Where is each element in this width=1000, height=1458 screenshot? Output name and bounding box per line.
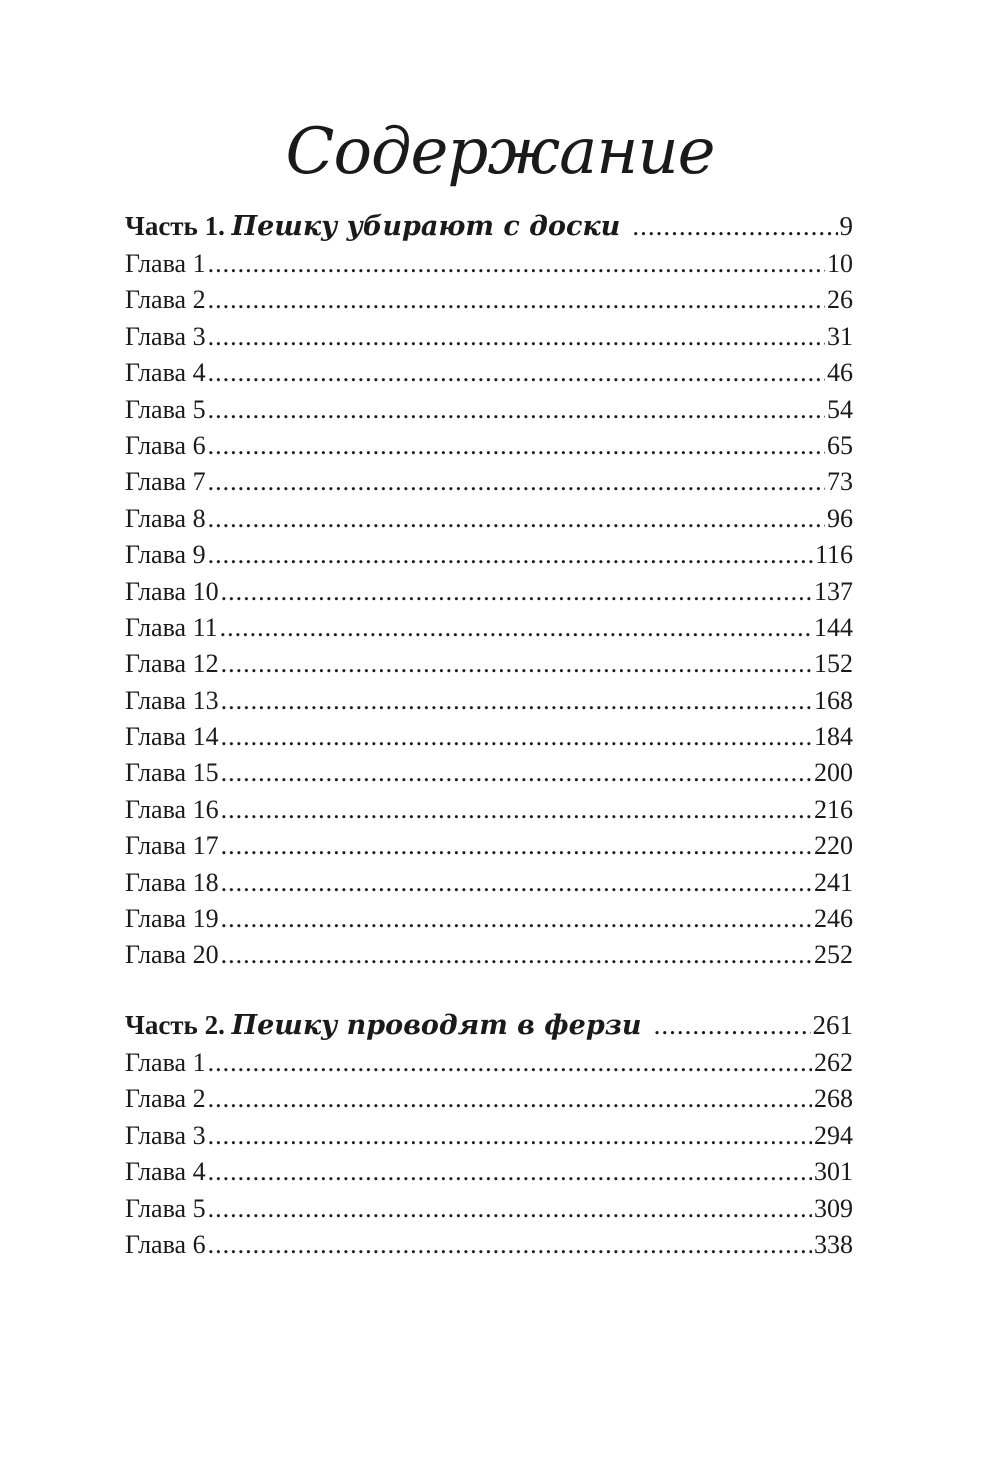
toc-chapter-row[interactable] (125, 828, 853, 864)
page-number: 338 (814, 1229, 853, 1259)
chapter-label: Глава 14 (125, 722, 219, 752)
part-heading[interactable] (125, 1005, 853, 1045)
toc-chapter-row[interactable] (125, 246, 853, 282)
dot-leader (208, 537, 813, 573)
dot-leader (208, 1227, 812, 1263)
chapter-label: Глава 3 (125, 321, 206, 351)
toc-chapter-row[interactable] (125, 1191, 853, 1227)
dot-leader (208, 1191, 812, 1227)
page-number: 152 (814, 649, 853, 679)
page-number: 309 (814, 1193, 853, 1223)
dot-leader (221, 828, 812, 864)
toc-chapter-row[interactable] (125, 537, 853, 573)
part-name: Пешку убирают с доски (231, 211, 621, 242)
toc-chapter-row[interactable] (125, 610, 853, 646)
page-number: 301 (814, 1157, 853, 1187)
dot-leader (221, 683, 812, 719)
dot-leader (208, 355, 825, 391)
page-number: 268 (814, 1084, 853, 1114)
page-number: 294 (814, 1120, 853, 1150)
dot-leader (208, 464, 825, 500)
dot-leader (208, 392, 825, 428)
page-number: 262 (814, 1048, 853, 1077)
chapter-label: Глава 15 (125, 758, 219, 788)
toc-chapter-row[interactable] (125, 392, 853, 428)
dot-leader (654, 1005, 811, 1045)
dot-leader (220, 610, 812, 646)
page-number: 31 (827, 321, 853, 351)
page-title: Содержание (285, 115, 715, 189)
part-prefix: Часть 1. (125, 211, 225, 241)
toc-chapter-row[interactable] (125, 464, 853, 500)
chapter-label: Глава 19 (125, 904, 219, 934)
toc-part-2 (125, 1005, 853, 1263)
dot-leader (221, 719, 812, 755)
toc-chapter-row[interactable] (125, 501, 853, 537)
toc-chapter-row[interactable] (125, 937, 853, 973)
chapter-label: Глава 9 (125, 540, 206, 570)
chapter-label: Глава 8 (125, 503, 206, 533)
chapter-label: Глава 1 (125, 249, 206, 278)
dot-leader (221, 574, 812, 610)
page-number: 73 (827, 467, 853, 497)
dot-leader (208, 282, 825, 318)
dot-leader (221, 901, 812, 937)
dot-leader (221, 646, 812, 682)
page-number: 184 (814, 722, 853, 752)
page-number: 9 (839, 211, 853, 241)
dot-leader (208, 501, 825, 537)
page-number: 10 (827, 249, 853, 278)
toc-chapter-row[interactable] (125, 428, 853, 464)
chapter-label: Глава 18 (125, 867, 219, 897)
toc-chapter-row[interactable] (125, 1154, 853, 1190)
dot-leader (208, 428, 825, 464)
toc-chapter-row[interactable] (125, 319, 853, 355)
dot-leader (221, 755, 812, 791)
page-number: 246 (814, 904, 853, 934)
toc-chapter-row[interactable] (125, 574, 853, 610)
part-heading-label (125, 206, 620, 246)
page-number: 168 (814, 685, 853, 715)
toc-chapter-row[interactable] (125, 865, 853, 901)
chapter-label: Глава 7 (125, 467, 206, 497)
toc-chapter-row[interactable] (125, 355, 853, 391)
chapter-label: Глава 12 (125, 649, 219, 679)
dot-leader (208, 1045, 812, 1081)
page-number: 261 (812, 1010, 853, 1040)
part-prefix: Часть 2. (125, 1010, 225, 1040)
chapter-label: Глава 3 (125, 1120, 206, 1150)
toc-chapter-row[interactable] (125, 1227, 853, 1263)
page-number: 26 (827, 285, 853, 315)
page-number: 252 (814, 940, 853, 970)
toc-chapter-row[interactable] (125, 719, 853, 755)
page-number: 65 (827, 430, 853, 460)
chapter-label: Глава 6 (125, 430, 206, 460)
chapter-label: Глава 16 (125, 794, 219, 824)
part-name: Пешку проводят в ферзи (231, 1010, 642, 1041)
page-number: 96 (827, 503, 853, 533)
toc-chapter-row[interactable] (125, 282, 853, 318)
dot-leader (221, 865, 812, 901)
chapter-label: Глава 4 (125, 358, 206, 388)
chapter-label: Глава 1 (125, 1048, 206, 1077)
dot-leader (208, 246, 825, 282)
toc-chapter-row[interactable] (125, 646, 853, 682)
chapter-label: Глава 11 (125, 612, 218, 642)
page-number: 54 (827, 394, 853, 424)
part-heading-label (125, 1005, 642, 1045)
chapter-label: Глава 13 (125, 685, 219, 715)
dot-leader (221, 937, 812, 973)
dot-leader (221, 792, 812, 828)
page-number: 144 (814, 612, 853, 642)
page-number: 241 (814, 867, 853, 897)
chapter-label: Глава 5 (125, 394, 206, 424)
dot-leader (208, 319, 825, 355)
chapter-label: Глава 4 (125, 1157, 206, 1187)
chapter-label: Глава 10 (125, 576, 219, 606)
page-number: 216 (814, 794, 853, 824)
dot-leader (208, 1081, 812, 1117)
page-number: 137 (814, 576, 853, 606)
part-heading[interactable] (125, 206, 853, 246)
chapter-label: Глава 6 (125, 1229, 206, 1259)
page-number: 46 (827, 358, 853, 388)
toc-part-1 (125, 206, 853, 974)
toc-chapter-row[interactable] (125, 1081, 853, 1117)
chapter-label: Глава 2 (125, 285, 206, 315)
dot-leader (208, 1154, 812, 1190)
chapter-label: Глава 5 (125, 1193, 206, 1223)
toc-chapter-row[interactable] (125, 755, 853, 791)
toc-chapter-row[interactable] (125, 792, 853, 828)
page-number: 220 (814, 831, 853, 861)
toc-chapter-row[interactable] (125, 901, 853, 937)
toc-chapter-row[interactable] (125, 683, 853, 719)
toc-chapter-row[interactable] (125, 1118, 853, 1154)
toc-chapter-row[interactable] (125, 1045, 853, 1081)
chapter-label: Глава 20 (125, 940, 219, 970)
dot-leader (208, 1118, 812, 1154)
page-number: 116 (814, 540, 853, 570)
page-number: 200 (814, 758, 853, 788)
chapter-label: Глава 17 (125, 831, 219, 861)
chapter-label: Глава 2 (125, 1084, 206, 1114)
dot-leader (632, 206, 837, 246)
